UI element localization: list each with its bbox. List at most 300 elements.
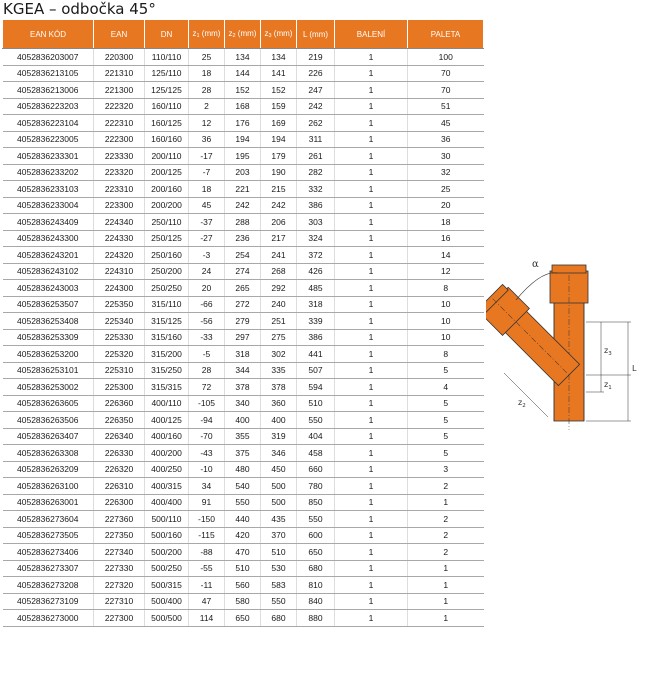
z2-cell: 272 xyxy=(225,296,261,313)
z3-cell: 194 xyxy=(261,131,297,148)
ean-kod-cell: 4052836263407 xyxy=(3,428,94,445)
baleni-cell: 1 xyxy=(335,65,408,82)
ean-cell: 224340 xyxy=(94,214,145,231)
l-cell: 261 xyxy=(297,148,335,165)
dn-cell: 315/315 xyxy=(145,379,189,396)
table-row xyxy=(3,478,484,495)
z2-cell: 254 xyxy=(225,247,261,264)
dn-cell: 250/200 xyxy=(145,263,189,280)
l-cell: 262 xyxy=(297,115,335,132)
table-row xyxy=(3,428,484,445)
dn-cell: 160/160 xyxy=(145,131,189,148)
ean-kod-cell: 4052836263001 xyxy=(3,494,94,511)
z2-cell: 152 xyxy=(225,82,261,99)
ean-kod-cell: 4052836253200 xyxy=(3,346,94,363)
ean-cell: 226350 xyxy=(94,412,145,429)
l-cell: 510 xyxy=(297,395,335,412)
branch-45-diagram xyxy=(486,245,652,445)
table-row xyxy=(3,494,484,511)
ean-cell: 227360 xyxy=(94,511,145,528)
ean-kod-cell: 4052836253408 xyxy=(3,313,94,330)
l-cell: 507 xyxy=(297,362,335,379)
z2-cell: 221 xyxy=(225,181,261,198)
ean-cell: 225330 xyxy=(94,329,145,346)
dn-cell: 200/160 xyxy=(145,181,189,198)
z2-label: $z_2$ xyxy=(518,398,526,409)
ean-cell: 227340 xyxy=(94,544,145,561)
z2-dimension xyxy=(504,373,548,417)
z2-cell: 318 xyxy=(225,346,261,363)
l-cell: 660 xyxy=(297,461,335,478)
paleta-cell: 10 xyxy=(408,296,484,313)
ean-cell: 224320 xyxy=(94,247,145,264)
dn-cell: 250/125 xyxy=(145,230,189,247)
table-header-row xyxy=(3,20,484,49)
ean-kod-cell: 4052836223104 xyxy=(3,115,94,132)
baleni-cell: 1 xyxy=(335,461,408,478)
table-row xyxy=(3,181,484,198)
z2-cell: 355 xyxy=(225,428,261,445)
l-cell: 242 xyxy=(297,98,335,115)
table-row xyxy=(3,65,484,82)
table-row xyxy=(3,131,484,148)
z2-cell: 480 xyxy=(225,461,261,478)
z1-cell: 28 xyxy=(189,362,225,379)
dn-cell: 250/110 xyxy=(145,214,189,231)
paleta-cell: 1 xyxy=(408,593,484,610)
ean-kod-cell: 4052836263605 xyxy=(3,395,94,412)
z1-cell: 12 xyxy=(189,115,225,132)
paleta-cell: 5 xyxy=(408,395,484,412)
l-cell: 458 xyxy=(297,445,335,462)
ean-kod-cell: 4052836263506 xyxy=(3,412,94,429)
paleta-cell: 5 xyxy=(408,362,484,379)
paleta-cell: 45 xyxy=(408,115,484,132)
l-label: L xyxy=(632,364,637,373)
baleni-cell: 1 xyxy=(335,412,408,429)
table-row xyxy=(3,412,484,429)
z3-cell: 346 xyxy=(261,445,297,462)
header-ean-kod: EAN KÓD xyxy=(3,20,94,49)
table-row xyxy=(3,461,484,478)
table-row xyxy=(3,511,484,528)
z3-label: $z_3$ xyxy=(604,346,612,357)
z2-cell: 274 xyxy=(225,263,261,280)
header-z2: z2 (mm) xyxy=(225,20,261,49)
z3-cell: 141 xyxy=(261,65,297,82)
ean-cell: 222310 xyxy=(94,115,145,132)
paleta-cell: 3 xyxy=(408,461,484,478)
dn-cell: 200/110 xyxy=(145,148,189,165)
l-cell: 880 xyxy=(297,610,335,627)
table-row xyxy=(3,544,484,561)
z3-cell: 275 xyxy=(261,329,297,346)
z1-cell: -94 xyxy=(189,412,225,429)
baleni-cell: 1 xyxy=(335,494,408,511)
z3-cell: 530 xyxy=(261,560,297,577)
paleta-cell: 1 xyxy=(408,560,484,577)
z3-cell: 159 xyxy=(261,98,297,115)
z2-cell: 288 xyxy=(225,214,261,231)
ean-kod-cell: 4052836243102 xyxy=(3,263,94,280)
z1-cell: -66 xyxy=(189,296,225,313)
z2-cell: 420 xyxy=(225,527,261,544)
paleta-cell: 4 xyxy=(408,379,484,396)
ean-cell: 227310 xyxy=(94,593,145,610)
ean-kod-cell: 4052836233301 xyxy=(3,148,94,165)
z2-cell: 440 xyxy=(225,511,261,528)
z2-cell: 650 xyxy=(225,610,261,627)
paleta-cell: 25 xyxy=(408,181,484,198)
header-baleni: BALENÍ xyxy=(335,20,408,49)
dn-cell: 315/125 xyxy=(145,313,189,330)
ean-kod-cell: 4052836273307 xyxy=(3,560,94,577)
baleni-cell: 1 xyxy=(335,379,408,396)
ean-kod-cell: 4052836243003 xyxy=(3,280,94,297)
z1-cell: -37 xyxy=(189,214,225,231)
ean-kod-cell: 4052836253002 xyxy=(3,379,94,396)
z2-cell: 344 xyxy=(225,362,261,379)
z2-cell: 510 xyxy=(225,560,261,577)
ean-cell: 223330 xyxy=(94,148,145,165)
table-row xyxy=(3,346,484,363)
z3-cell: 335 xyxy=(261,362,297,379)
l-cell: 550 xyxy=(297,511,335,528)
dn-cell: 400/110 xyxy=(145,395,189,412)
table-row xyxy=(3,164,484,181)
z3-cell: 302 xyxy=(261,346,297,363)
z1-cell: -55 xyxy=(189,560,225,577)
dn-cell: 500/500 xyxy=(145,610,189,627)
paleta-cell: 32 xyxy=(408,164,484,181)
ean-cell: 225350 xyxy=(94,296,145,313)
baleni-cell: 1 xyxy=(335,230,408,247)
table-row xyxy=(3,395,484,412)
ean-kod-cell: 4052836263209 xyxy=(3,461,94,478)
z1-cell: 28 xyxy=(189,82,225,99)
z3-cell: 206 xyxy=(261,214,297,231)
z1-cell: -10 xyxy=(189,461,225,478)
z3-cell: 550 xyxy=(261,593,297,610)
baleni-cell: 1 xyxy=(335,362,408,379)
paleta-cell: 70 xyxy=(408,82,484,99)
baleni-cell: 1 xyxy=(335,214,408,231)
ean-kod-cell: 4052836243201 xyxy=(3,247,94,264)
ean-cell: 226340 xyxy=(94,428,145,445)
l-cell: 318 xyxy=(297,296,335,313)
ean-cell: 225300 xyxy=(94,379,145,396)
z1-cell: -17 xyxy=(189,148,225,165)
dn-cell: 125/125 xyxy=(145,82,189,99)
baleni-cell: 1 xyxy=(335,164,408,181)
paleta-cell: 1 xyxy=(408,610,484,627)
ean-cell: 226310 xyxy=(94,478,145,495)
table-row xyxy=(3,560,484,577)
l-cell: 840 xyxy=(297,593,335,610)
l-cell: 247 xyxy=(297,82,335,99)
paleta-cell: 8 xyxy=(408,346,484,363)
paleta-cell: 2 xyxy=(408,527,484,544)
l-cell: 324 xyxy=(297,230,335,247)
dimension-lines xyxy=(586,322,631,421)
dn-cell: 500/200 xyxy=(145,544,189,561)
l-cell: 386 xyxy=(297,329,335,346)
z3-cell: 241 xyxy=(261,247,297,264)
z1-label: $z_1$ xyxy=(604,380,612,391)
dn-cell: 315/110 xyxy=(145,296,189,313)
dn-cell: 400/200 xyxy=(145,445,189,462)
z1-cell: -3 xyxy=(189,247,225,264)
baleni-cell: 1 xyxy=(335,313,408,330)
ean-kod-cell: 4052836253309 xyxy=(3,329,94,346)
z3-cell: 217 xyxy=(261,230,297,247)
paleta-cell: 36 xyxy=(408,131,484,148)
z1-cell: 24 xyxy=(189,263,225,280)
z2-cell: 340 xyxy=(225,395,261,412)
z3-cell: 169 xyxy=(261,115,297,132)
l-cell: 650 xyxy=(297,544,335,561)
ean-cell: 223320 xyxy=(94,164,145,181)
ean-kod-cell: 4052836213105 xyxy=(3,65,94,82)
z2-cell: 195 xyxy=(225,148,261,165)
ean-kod-cell: 4052836263308 xyxy=(3,445,94,462)
z3-cell: 378 xyxy=(261,379,297,396)
z2-cell: 470 xyxy=(225,544,261,561)
dn-cell: 315/200 xyxy=(145,346,189,363)
l-cell: 594 xyxy=(297,379,335,396)
baleni-cell: 1 xyxy=(335,280,408,297)
ean-kod-cell: 4052836273406 xyxy=(3,544,94,561)
l-cell: 780 xyxy=(297,478,335,495)
baleni-cell: 1 xyxy=(335,428,408,445)
dn-cell: 160/125 xyxy=(145,115,189,132)
baleni-cell: 1 xyxy=(335,544,408,561)
paleta-cell: 12 xyxy=(408,263,484,280)
l-cell: 810 xyxy=(297,577,335,594)
z3-cell: 370 xyxy=(261,527,297,544)
baleni-cell: 1 xyxy=(335,181,408,198)
l-cell: 332 xyxy=(297,181,335,198)
z1-cell: 72 xyxy=(189,379,225,396)
baleni-cell: 1 xyxy=(335,296,408,313)
ean-cell: 227300 xyxy=(94,610,145,627)
dn-cell: 400/315 xyxy=(145,478,189,495)
dn-cell: 400/125 xyxy=(145,412,189,429)
dn-cell: 250/250 xyxy=(145,280,189,297)
z1-cell: -7 xyxy=(189,164,225,181)
z1-cell: -33 xyxy=(189,329,225,346)
baleni-cell: 1 xyxy=(335,527,408,544)
ean-cell: 226330 xyxy=(94,445,145,462)
l-cell: 680 xyxy=(297,560,335,577)
ean-cell: 226360 xyxy=(94,395,145,412)
table-row xyxy=(3,362,484,379)
paleta-cell: 20 xyxy=(408,197,484,214)
z3-cell: 450 xyxy=(261,461,297,478)
ean-kod-cell: 4052836263100 xyxy=(3,478,94,495)
z3-cell: 152 xyxy=(261,82,297,99)
z2-cell: 400 xyxy=(225,412,261,429)
header-l: L (mm) xyxy=(297,20,335,49)
z3-cell: 242 xyxy=(261,197,297,214)
dn-cell: 315/250 xyxy=(145,362,189,379)
paleta-cell: 51 xyxy=(408,98,484,115)
ean-cell: 224310 xyxy=(94,263,145,280)
baleni-cell: 1 xyxy=(335,98,408,115)
ean-kod-cell: 4052836233103 xyxy=(3,181,94,198)
z1-cell: -88 xyxy=(189,544,225,561)
l-cell: 339 xyxy=(297,313,335,330)
baleni-cell: 1 xyxy=(335,478,408,495)
alpha-label: α xyxy=(532,259,539,270)
baleni-cell: 1 xyxy=(335,329,408,346)
z2-cell: 194 xyxy=(225,131,261,148)
z1-cell: -11 xyxy=(189,577,225,594)
z3-cell: 268 xyxy=(261,263,297,280)
ean-kod-cell: 4052836203007 xyxy=(3,49,94,66)
z3-cell: 292 xyxy=(261,280,297,297)
spec-table xyxy=(2,19,484,627)
z1-cell: 2 xyxy=(189,98,225,115)
z2-cell: 168 xyxy=(225,98,261,115)
z2-cell: 580 xyxy=(225,593,261,610)
l-cell: 850 xyxy=(297,494,335,511)
table-row xyxy=(3,577,484,594)
z1-cell: 47 xyxy=(189,593,225,610)
z1-cell: 25 xyxy=(189,49,225,66)
l-cell: 386 xyxy=(297,197,335,214)
table-row xyxy=(3,197,484,214)
z1-cell: 91 xyxy=(189,494,225,511)
paleta-cell: 16 xyxy=(408,230,484,247)
z1-cell: -105 xyxy=(189,395,225,412)
z3-cell: 500 xyxy=(261,478,297,495)
ean-cell: 225340 xyxy=(94,313,145,330)
header-z3: z3 (mm) xyxy=(261,20,297,49)
l-cell: 404 xyxy=(297,428,335,445)
z1-cell: -43 xyxy=(189,445,225,462)
ean-kod-cell: 4052836223203 xyxy=(3,98,94,115)
ean-cell: 224330 xyxy=(94,230,145,247)
z3-cell: 680 xyxy=(261,610,297,627)
dn-cell: 500/160 xyxy=(145,527,189,544)
z1-cell: 20 xyxy=(189,280,225,297)
table-row xyxy=(3,280,484,297)
baleni-cell: 1 xyxy=(335,346,408,363)
z2-cell: 144 xyxy=(225,65,261,82)
z1-cell: 45 xyxy=(189,197,225,214)
l-cell: 485 xyxy=(297,280,335,297)
z2-cell: 378 xyxy=(225,379,261,396)
ean-cell: 225310 xyxy=(94,362,145,379)
paleta-cell: 18 xyxy=(408,214,484,231)
l-cell: 550 xyxy=(297,412,335,429)
table-row xyxy=(3,593,484,610)
baleni-cell: 1 xyxy=(335,560,408,577)
z1-cell: 18 xyxy=(189,65,225,82)
paleta-cell: 70 xyxy=(408,65,484,82)
z2-cell: 242 xyxy=(225,197,261,214)
z3-cell: 583 xyxy=(261,577,297,594)
dn-cell: 500/110 xyxy=(145,511,189,528)
table-row xyxy=(3,527,484,544)
paleta-cell: 5 xyxy=(408,428,484,445)
baleni-cell: 1 xyxy=(335,148,408,165)
l-cell: 441 xyxy=(297,346,335,363)
ean-cell: 226320 xyxy=(94,461,145,478)
header-dn: DN xyxy=(145,20,189,49)
z1-cell: 18 xyxy=(189,181,225,198)
header-paleta: PALETA xyxy=(408,20,484,49)
table-row xyxy=(3,445,484,462)
z1-cell: 34 xyxy=(189,478,225,495)
ean-kod-cell: 4052836223005 xyxy=(3,131,94,148)
ean-kod-cell: 4052836273208 xyxy=(3,577,94,594)
table-row xyxy=(3,49,484,66)
z3-cell: 319 xyxy=(261,428,297,445)
z3-cell: 215 xyxy=(261,181,297,198)
table-row xyxy=(3,148,484,165)
l-cell: 303 xyxy=(297,214,335,231)
baleni-cell: 1 xyxy=(335,445,408,462)
ean-kod-cell: 4052836253507 xyxy=(3,296,94,313)
paleta-cell: 5 xyxy=(408,412,484,429)
z2-cell: 550 xyxy=(225,494,261,511)
ean-kod-cell: 4052836273000 xyxy=(3,610,94,627)
l-cell: 311 xyxy=(297,131,335,148)
z1-cell: 36 xyxy=(189,131,225,148)
z3-cell: 134 xyxy=(261,49,297,66)
ean-kod-cell: 4052836243409 xyxy=(3,214,94,231)
baleni-cell: 1 xyxy=(335,131,408,148)
table-row xyxy=(3,247,484,264)
l-cell: 282 xyxy=(297,164,335,181)
paleta-cell: 100 xyxy=(408,49,484,66)
l-cell: 426 xyxy=(297,263,335,280)
baleni-cell: 1 xyxy=(335,610,408,627)
z3-cell: 435 xyxy=(261,511,297,528)
z1-cell: -5 xyxy=(189,346,225,363)
z2-cell: 134 xyxy=(225,49,261,66)
z2-cell: 297 xyxy=(225,329,261,346)
z2-cell: 236 xyxy=(225,230,261,247)
z3-cell: 500 xyxy=(261,494,297,511)
dn-cell: 250/160 xyxy=(145,247,189,264)
dn-cell: 400/160 xyxy=(145,428,189,445)
ean-cell: 225320 xyxy=(94,346,145,363)
baleni-cell: 1 xyxy=(335,247,408,264)
dn-cell: 200/200 xyxy=(145,197,189,214)
baleni-cell: 1 xyxy=(335,511,408,528)
l-cell: 372 xyxy=(297,247,335,264)
ean-cell: 227330 xyxy=(94,560,145,577)
ean-kod-cell: 4052836213006 xyxy=(3,82,94,99)
l-cell: 219 xyxy=(297,49,335,66)
ean-cell: 221310 xyxy=(94,65,145,82)
table-row xyxy=(3,115,484,132)
l-cell: 600 xyxy=(297,527,335,544)
baleni-cell: 1 xyxy=(335,395,408,412)
z1-cell: -27 xyxy=(189,230,225,247)
page-title: KGEA – odbočka 45° xyxy=(3,0,156,18)
baleni-cell: 1 xyxy=(335,115,408,132)
z3-cell: 190 xyxy=(261,164,297,181)
z3-cell: 179 xyxy=(261,148,297,165)
z1-cell: -150 xyxy=(189,511,225,528)
ean-cell: 227320 xyxy=(94,577,145,594)
dn-cell: 400/400 xyxy=(145,494,189,511)
baleni-cell: 1 xyxy=(335,577,408,594)
